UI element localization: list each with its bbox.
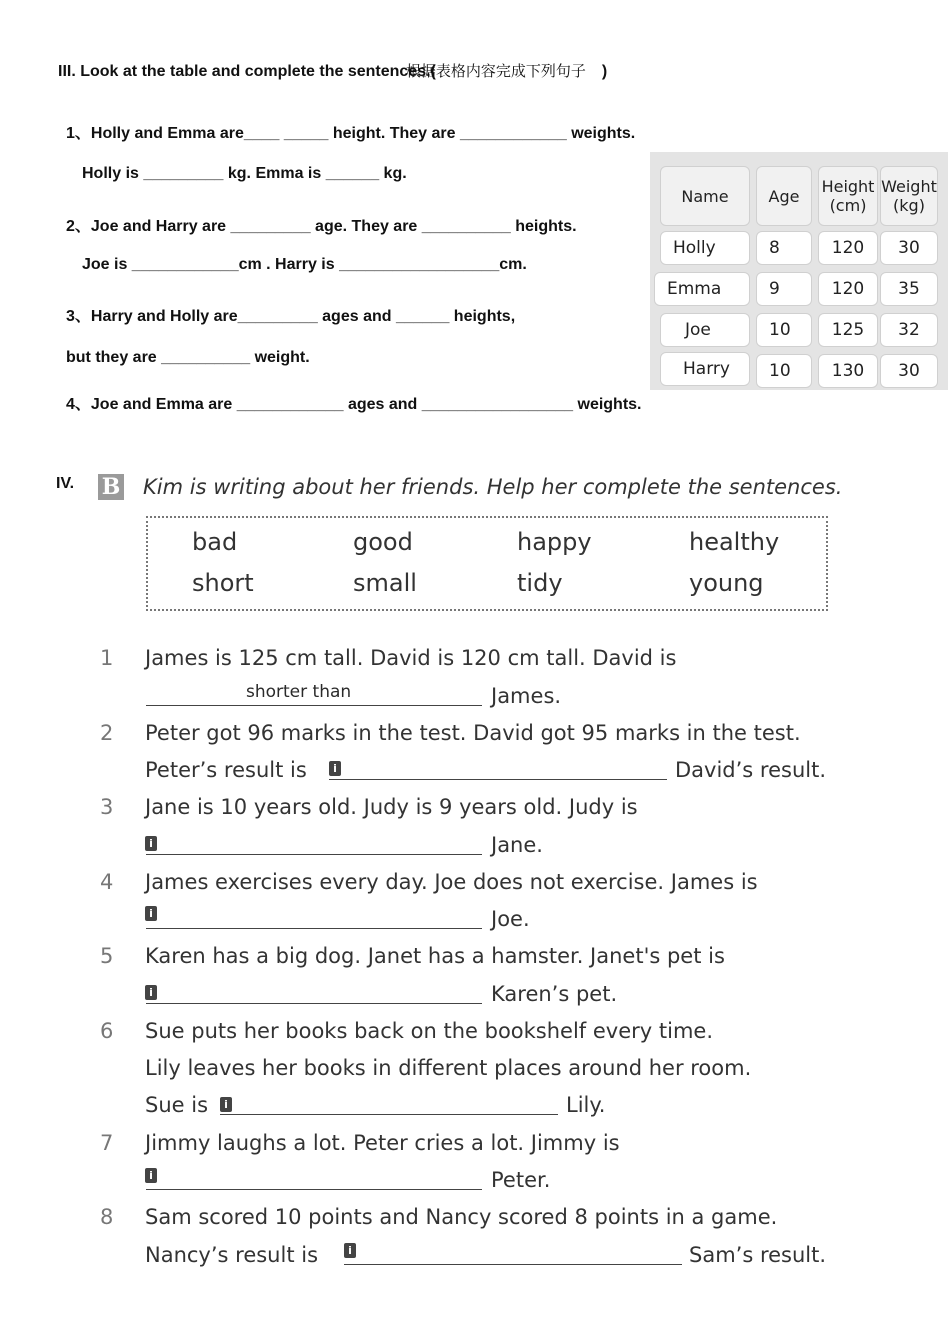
- item-text: Jimmy laughs a lot. Peter cries a lot. Jimmy is: [145, 1131, 620, 1155]
- answer-blank[interactable]: [146, 1003, 482, 1004]
- word-item: young: [689, 569, 764, 597]
- item-text: Karen has a big dog. Janet has a hamster. Janet's pet is: [145, 944, 725, 968]
- section-b-logo: B: [98, 474, 124, 500]
- cell-name: Harry: [660, 352, 750, 386]
- item-end: Karen’s pet.: [491, 982, 618, 1006]
- q4-line1: 4、Joe and Emma are ____________ ages and _________________ weights.: [66, 396, 642, 413]
- item-end: Joe.: [491, 907, 530, 931]
- item-text-2: Lily leaves her books in different places around her room.: [145, 1056, 752, 1080]
- section-3-heading: [58, 60, 607, 81]
- cell-age: 10: [756, 313, 812, 347]
- cell-weight: 30: [880, 231, 938, 265]
- answer-blank[interactable]: [146, 1189, 482, 1190]
- q1-line2: Holly is _________ kg. Emma is ______ kg.: [82, 165, 407, 182]
- item-text: James exercises every day. Joe does not exercise. James is: [145, 870, 758, 894]
- info-icon: i: [145, 985, 157, 1000]
- cell-weight: 35: [880, 272, 938, 306]
- item-number: 1: [100, 646, 114, 670]
- word-item: bad: [192, 528, 238, 556]
- header-age: Age: [756, 166, 812, 226]
- word-item: tidy: [517, 569, 563, 597]
- item-text: Jane is 10 years old. Judy is 9 years old. Judy is: [145, 795, 638, 819]
- word-bank: [146, 516, 828, 611]
- cell-age: 9: [756, 272, 812, 306]
- q2-line1: 2、Joe and Harry are _________ age. They are __________ heights.: [66, 218, 577, 235]
- answer-blank[interactable]: [146, 928, 482, 929]
- heading-close: ): [601, 63, 608, 80]
- item-text: James is 125 cm tall. David is 120 cm tall. David is: [145, 646, 677, 670]
- item-text: Sam scored 10 points and Nancy scored 8 points in a game.: [145, 1205, 778, 1229]
- answer-blank[interactable]: [146, 705, 482, 706]
- info-icon: i: [145, 1168, 157, 1183]
- section-4-label: IV.: [56, 475, 75, 492]
- item-end: Lily.: [566, 1093, 606, 1117]
- info-icon: i: [145, 906, 157, 921]
- item-number: 7: [100, 1131, 114, 1155]
- word-item: good: [353, 528, 413, 556]
- item-prefix: Sue is: [145, 1093, 209, 1117]
- word-item: healthy: [689, 528, 780, 556]
- item-prefix: Nancy’s result is: [145, 1243, 319, 1267]
- q3-line1: 3、Harry and Holly are_________ ages and ______ heights,: [66, 308, 516, 325]
- cell-name: Joe: [660, 313, 750, 347]
- word-item: small: [353, 569, 417, 597]
- cell-name: Emma: [654, 272, 750, 306]
- cell-height: 120: [818, 231, 878, 265]
- item-end: Sam’s result.: [689, 1243, 827, 1267]
- info-icon: i: [145, 836, 157, 851]
- item-number: 8: [100, 1205, 114, 1229]
- word-item: short: [192, 569, 254, 597]
- cell-age: 8: [756, 231, 812, 265]
- cell-height: 130: [818, 354, 878, 388]
- item-number: 6: [100, 1019, 114, 1043]
- item-text: Peter got 96 marks in the test. David got 95 marks in the test.: [145, 721, 801, 745]
- info-icon: i: [329, 761, 341, 776]
- item-end: Peter.: [491, 1168, 551, 1192]
- item-number: 5: [100, 944, 114, 968]
- word-item: happy: [517, 528, 592, 556]
- cell-weight: 32: [880, 313, 938, 347]
- q1-line1: 1、Holly and Emma are____ _____ height. They are ____________ weights.: [66, 125, 636, 142]
- answer-blank[interactable]: [329, 779, 667, 780]
- info-icon: i: [220, 1097, 232, 1112]
- item-prefix: Peter’s result is: [145, 758, 307, 782]
- answer-blank[interactable]: [344, 1264, 682, 1265]
- cell-name: Holly: [660, 231, 750, 265]
- item-text: Sue puts her books back on the bookshelf every time.: [145, 1019, 714, 1043]
- data-table: [650, 152, 948, 390]
- heading-chinese: 根据表格内容完成下列句子: [405, 62, 586, 80]
- item-number: 3: [100, 795, 114, 819]
- item-end: Jane.: [491, 833, 543, 857]
- header-height: Height (cm): [818, 166, 878, 226]
- cell-height: 125: [818, 313, 878, 347]
- q3-line2: but they are __________ weight.: [66, 349, 310, 366]
- q2-line2: Joe is ____________cm . Harry is __________________cm.: [82, 256, 527, 273]
- sample-answer: shorter than: [246, 682, 352, 702]
- answer-blank[interactable]: [220, 1114, 558, 1115]
- header-name: Name: [660, 166, 750, 226]
- item-number: 2: [100, 721, 114, 745]
- cell-age: 10: [756, 354, 812, 388]
- item-number: 4: [100, 870, 114, 894]
- cell-height: 120: [818, 272, 878, 306]
- heading-text: III. Look at the table and complete the sentences.(: [58, 63, 436, 80]
- answer-blank[interactable]: [146, 854, 482, 855]
- instruction: Kim is writing about her friends. Help her complete the sentences.: [143, 475, 843, 499]
- cell-weight: 30: [880, 354, 938, 388]
- item-end: James.: [491, 684, 562, 708]
- header-weight: Weight (kg): [880, 166, 938, 226]
- info-icon: i: [344, 1243, 356, 1258]
- item-end: David’s result.: [675, 758, 827, 782]
